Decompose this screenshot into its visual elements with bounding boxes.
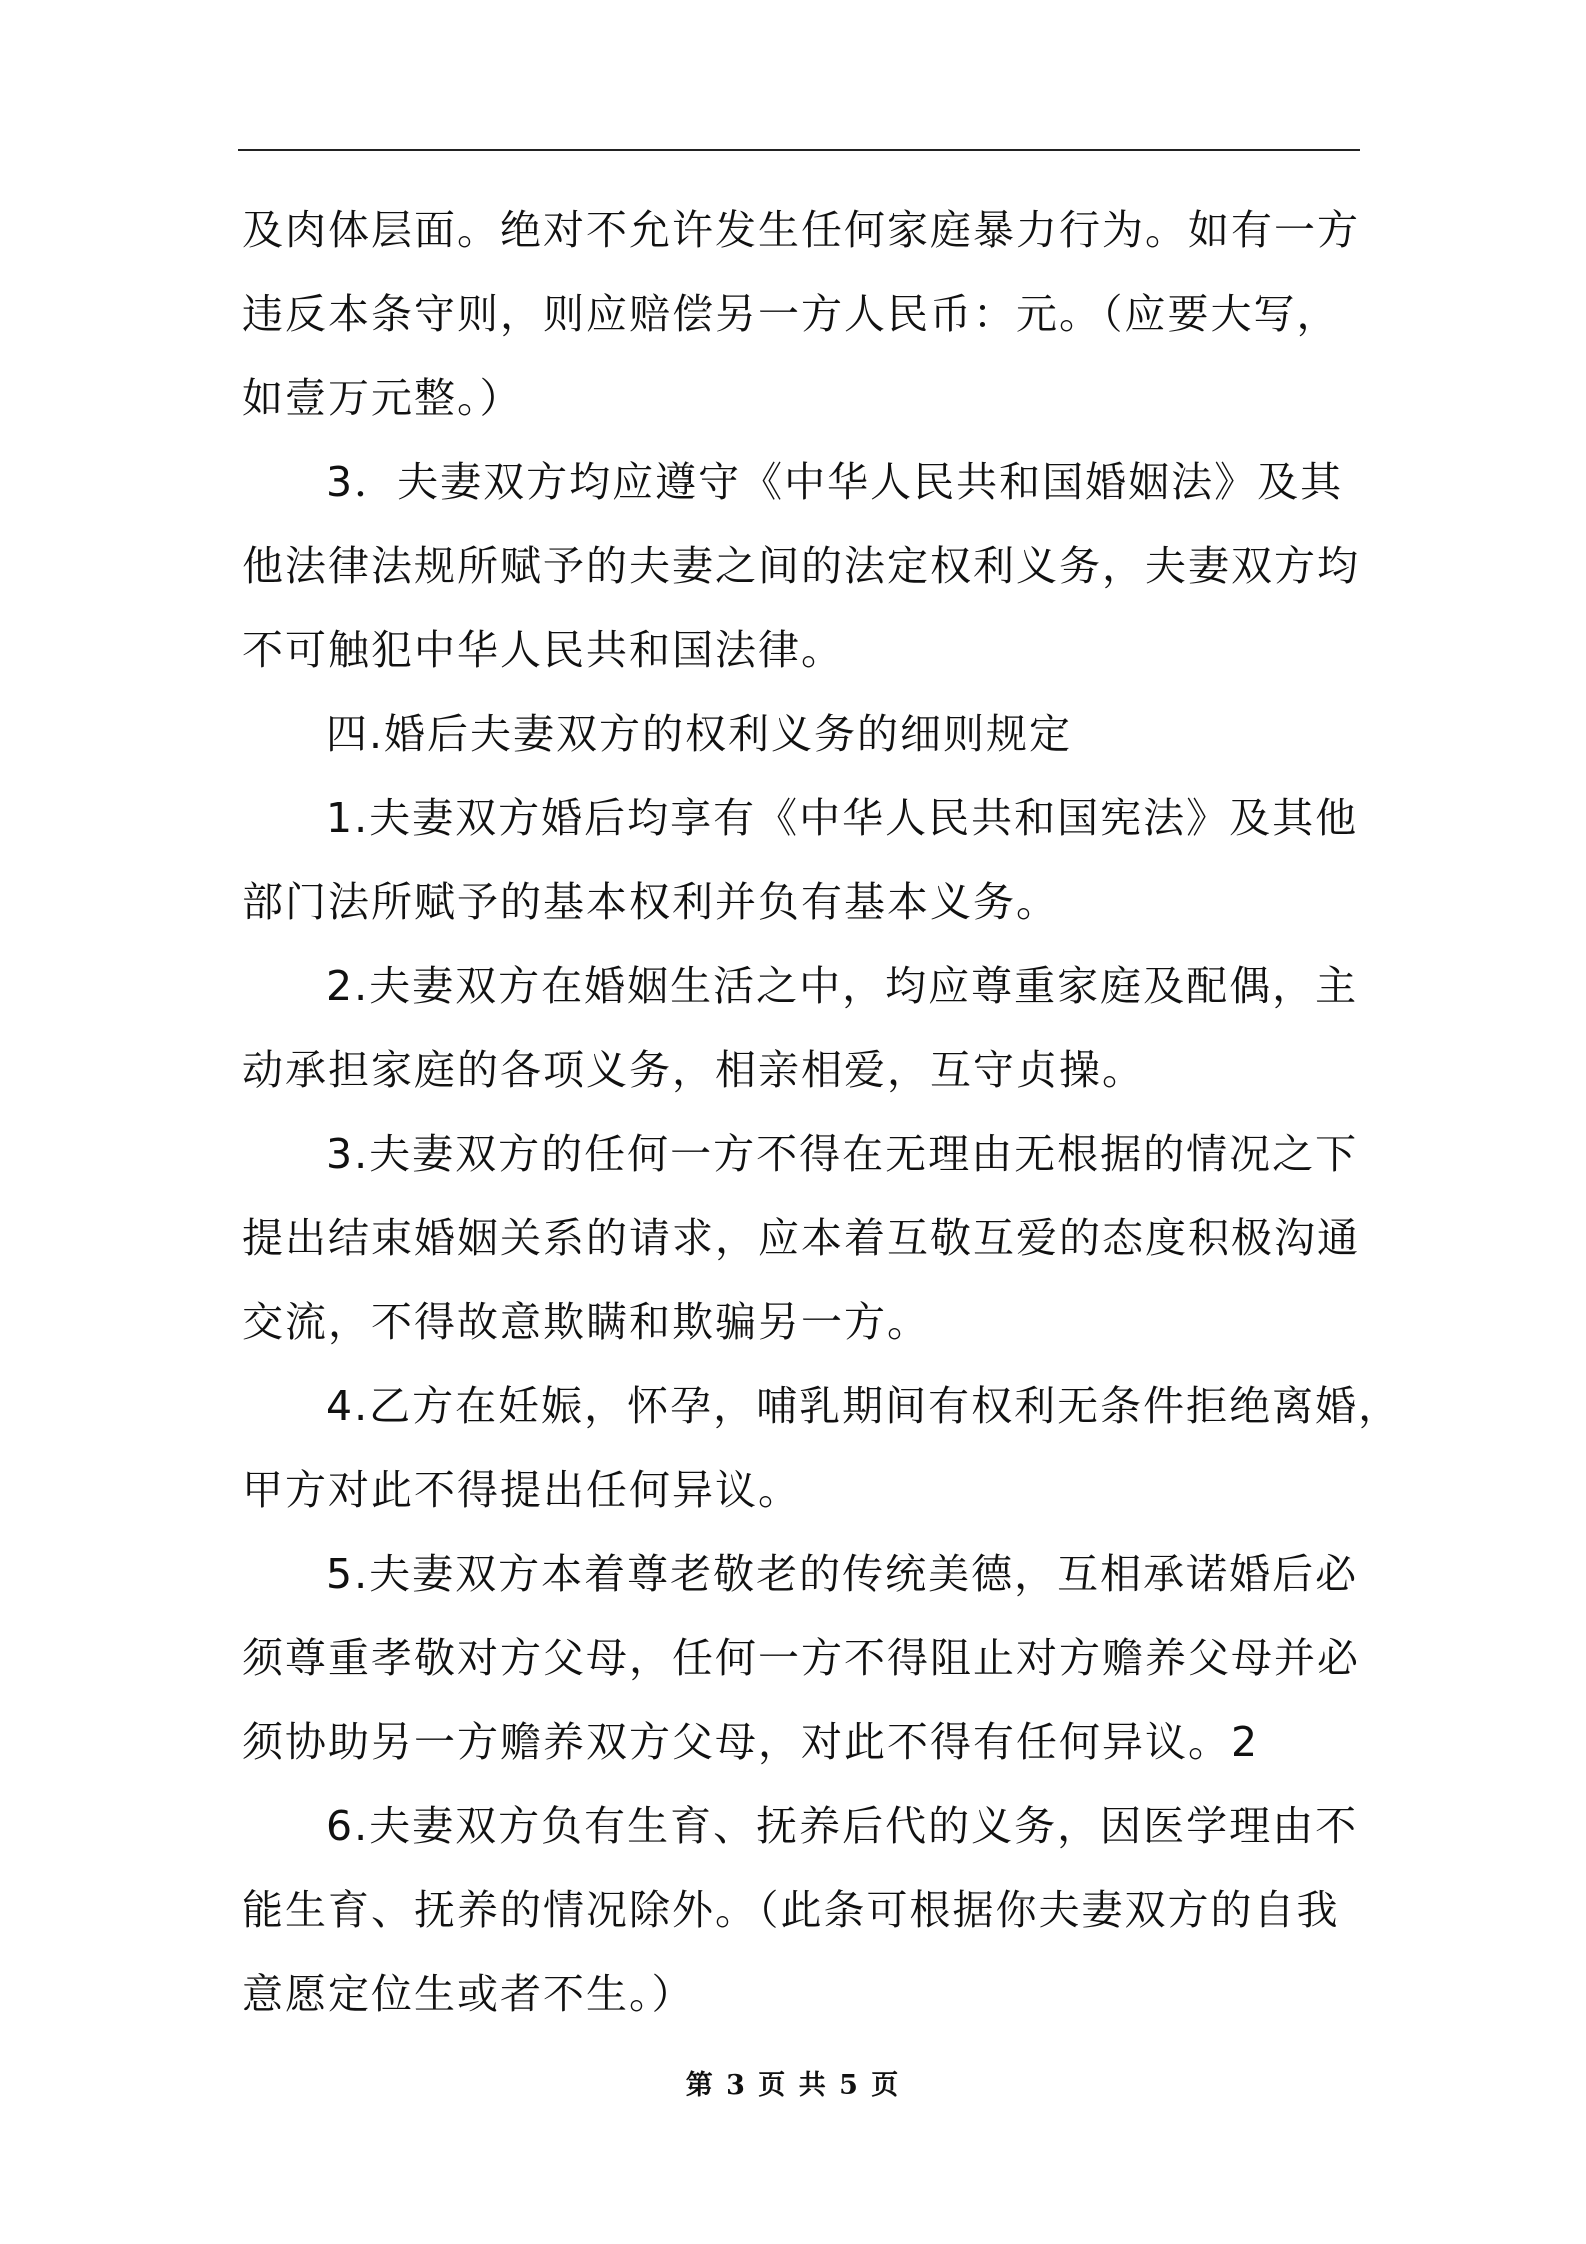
text-line: 须协助另一方赡养双方父母，对此不得有任何异议。2 [242, 1718, 1260, 1766]
paragraph-start: 6.夫妻双方负有生育、抚养后代的义务，因医学理由不 [326, 1802, 1359, 1850]
paragraph-start: 3．夫妻双方均应遵守《中华人民共和国婚姻法》及其 [326, 458, 1344, 506]
text-line: 提出结束婚姻关系的请求，应本着互敬互爱的态度积极沟通 [242, 1214, 1360, 1262]
text-line: 交流，不得故意欺瞒和欺骗另一方。 [242, 1298, 930, 1346]
paragraph-start: 2.夫妻双方在婚姻生活之中，均应尊重家庭及配偶，主 [326, 962, 1359, 1010]
text-line: 能生育、抚养的情况除外。（此条可根据你夫妻双方的自我 [242, 1886, 1340, 1934]
text-line: 他法律法规所赋予的夫妻之间的法定权利义务，夫妻双方均 [242, 542, 1360, 590]
text-line: 甲方对此不得提出任何异议。 [242, 1466, 801, 1514]
document-body [242, 188, 1402, 2036]
header-rule [238, 149, 1360, 151]
text-line: 如壹万元整。） [242, 374, 523, 422]
paragraph-start: 1.夫妻双方婚后均享有《中华人民共和国宪法》及其他 [326, 794, 1359, 842]
paragraph-start: 3.夫妻双方的任何一方不得在无理由无根据的情况之下 [326, 1130, 1359, 1178]
text-line: 须尊重孝敬对方父母，任何一方不得阻止对方赡养父母并必 [242, 1634, 1360, 1682]
text-line: 违反本条守则，则应赔偿另一方人民币：元。（应要大写， [242, 290, 1340, 338]
text-line: 动承担家庭的各项义务，相亲相爱，互守贞操。 [242, 1046, 1145, 1094]
paragraph-start: 4.乙方在妊娠，怀孕，哺乳期间有权利无条件拒绝离婚， [326, 1382, 1402, 1430]
section-heading: 四.婚后夫妻双方的权利义务的细则规定 [326, 710, 1073, 758]
text-line: 不可触犯中华人民共和国法律。 [242, 626, 844, 674]
text-line: 意愿定位生或者不生。） [242, 1970, 695, 2018]
paragraph-start: 5.夫妻双方本着尊老敬老的传统美德，互相承诺婚后必 [326, 1550, 1359, 1598]
text-line: 及肉体层面。绝对不允许发生任何家庭暴力行为。如有一方 [242, 206, 1360, 254]
page-footer: 第 3 页 共 5 页 [685, 2070, 901, 2101]
text-line: 部门法所赋予的基本权利并负有基本义务。 [242, 878, 1059, 926]
